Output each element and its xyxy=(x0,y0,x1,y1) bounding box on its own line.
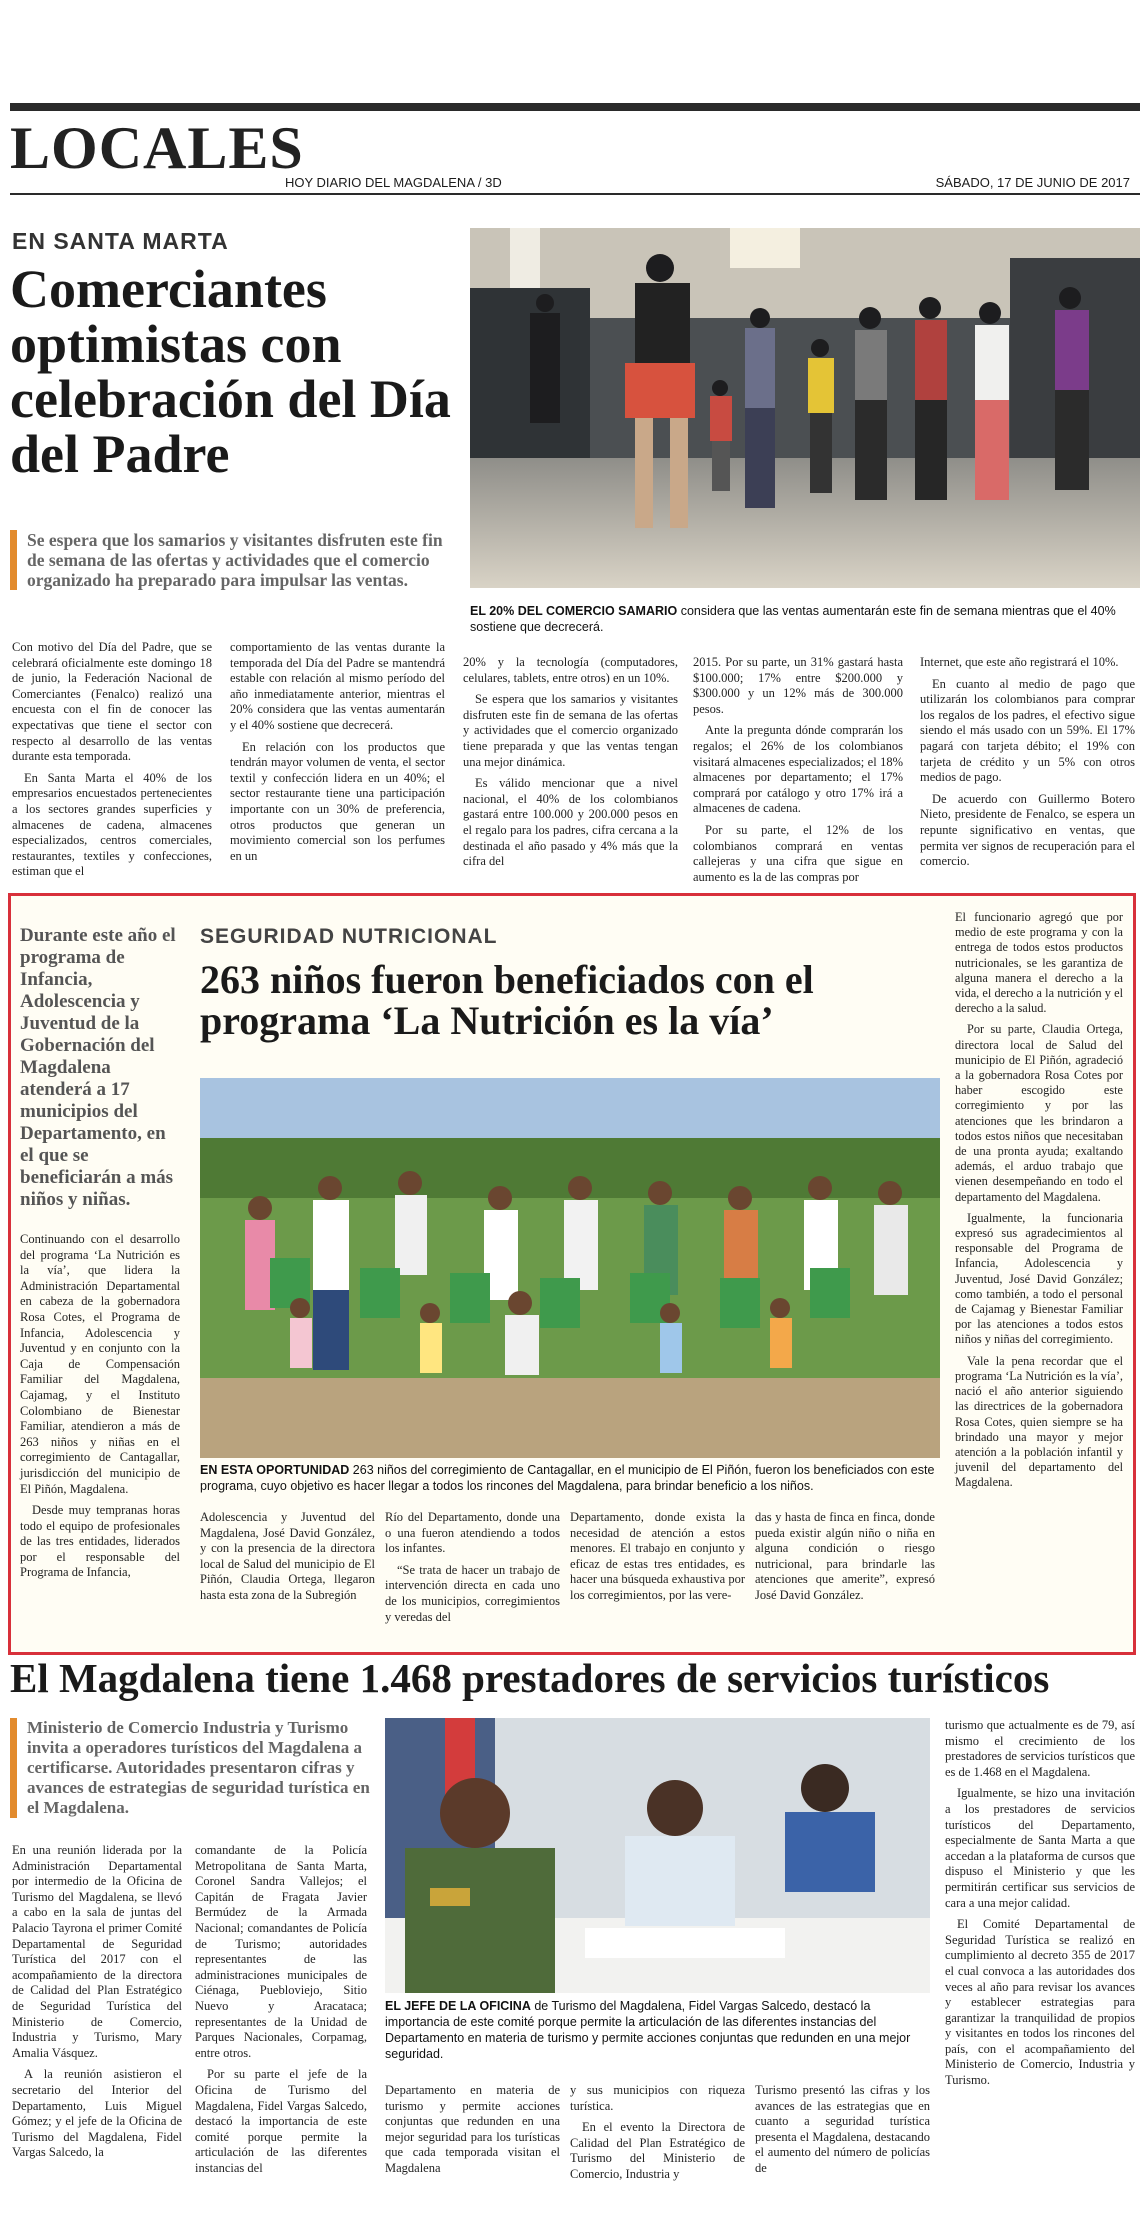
story2-caption-bold: EN ESTA OPORTUNIDAD xyxy=(200,1463,350,1477)
story2-headline: 263 niños fueron beneficiados con el programa ‘La Nutrición es la vía’ xyxy=(200,957,814,1043)
story1-caption-text: considera que las ventas aumentarán este fin de semana mientras que el 40% sostiene que decrecerá. xyxy=(470,604,1116,634)
masthead-bottom-rule xyxy=(10,193,1140,195)
story2-left-paragraph: Desde muy tempranas horas todo el equipo de profesionales de las tres entidades, liderados por el responsable del Programa de Infancia, xyxy=(20,1503,180,1580)
story2-bottom-paragraph: Departamento, donde exista la necesidad de atención a estos menores. El trabajo en conjunto y eficaz de estas tres entidades, es hacer una búsqueda exhaustiva por los corregimientos, por las vere- xyxy=(570,1510,745,1602)
story2-caption-text: 263 niños del corregimiento de Cantagallar, en el municipio de El Piñón, fueron los beneficiados con este programa, cuyo objetivo es hacer llegar a todos los rincones del Magdalena, para brindar beneficio a los niños. xyxy=(200,1463,935,1493)
story2-photo xyxy=(200,1078,940,1458)
story3-bottom-paragraph: En el evento la Directora de Calidad del Plan Estratégico de Turismo del Ministerio de Comercio, Industria y xyxy=(570,2120,745,2181)
children-group-photo xyxy=(200,1078,940,1458)
story3-photo xyxy=(385,1718,930,1993)
story1-col2-paragraph: En relación con los productos que tendrán mayor volumen de venta, el sector textil y confección lidera en un 40%; el sector restaurante tiene una participación importante con un 30% de preferencia, otros productos que generan un movimiento comercial son los perfumes en un xyxy=(230,739,445,863)
story1-col4-paragraph: Ante la pregunta dónde comprarán los regalos; el 26% de los colombianos visitará almacenes especializados; el 18% almacenes por departamento; el 17% comprará por catálogo y otro 17% irá a almacenes de cadena. xyxy=(693,723,903,816)
story1-col1-paragraph: Con motivo del Día del Padre, que se celebrará oficialmente este domingo 18 de junio, la Federación Nacional de Comerciantes (Fenalco) realizó una encuesta con el fin de conocer las expectativas que tiene el sector con respecto al desarrollo de las ventas durante esta temporada. xyxy=(12,640,212,764)
story3-right-column xyxy=(945,1718,1135,2095)
story2-bottom-paragraph: das y hasta de finca en finca, donde pueda existir algún niño o niña en alguna condición o riesgo nutricional, para brindarle las atenciones que amerite”, expresó José David González. xyxy=(755,1510,935,1602)
story2-left-column xyxy=(20,1232,180,1587)
shopping-mall-photo xyxy=(470,228,1140,588)
story3-col2-paragraph: comandante de la Policía Metropolitana de Santa Marta, Coronel Sandra Vallejos; el Capitán de Fragata Javier Bermúdez de la Armada Nacional; comandantes de Policía de Turismo; autoridades representantes de las administraciones municipales de Ciénaga, Puebloviejo, Sitio Nuevo y Aracataca; representantes de la Unidad de Parques Nacionales, Corpamag, entre otros. xyxy=(195,1843,367,2060)
edition-date: SÁBADO, 17 DE JUNIO DE 2017 xyxy=(935,175,1130,190)
story2-right-paragraph: Por su parte, Claudia Ortega, directora local de Salud del municipio de El Piñón, agradeció a la gobernadora Rosa Cotes por haber escogido este corregimiento y por las atenciones que les brindaron a todos estos niños que necesitaban de una pronta ayuda; exaltando además, el arduo trabajo que vienen desempeñando en todo el departamento del Magdalena. xyxy=(955,1022,1123,1204)
story3-right-paragraph: Igualmente, se hizo una invitación a los prestadores de servicios turísticos del Departamento, especialmente de Santa Marta a que accedan a la plataforma de cursos que dispuso el Ministerio y que les permitirán certificar sus servicios de cara a una mejor calidad. xyxy=(945,1786,1135,1910)
story3-caption-text: de Turismo del Magdalena, Fidel Vargas Salcedo, destacó la importancia de este comité porque permite la articulación de las diferentes instancias del Departamento en materia de turismo y permite acciones conjuntas que redunden en una mejor seguridad. xyxy=(385,1999,911,2061)
story1-col5-paragraph: De acuerdo con Guillermo Botero Nieto, presidente de Fenalco, se espera un repunte significativo en ventas, que permita ver signos de recuperación para el comercio. xyxy=(920,791,1135,869)
story3-headline: El Magdalena tiene 1.468 prestadores de servicios turísticos xyxy=(10,1655,1050,1701)
story2-bottom-column-4 xyxy=(755,1510,935,1610)
story3-bottom-column-3 xyxy=(755,2083,930,2183)
story2-right-column xyxy=(955,910,1123,1497)
story1-caption xyxy=(470,603,1140,635)
story3-right-paragraph: turismo que actualmente es de 79, así mismo el crecimiento de los prestadores de servicios turísticos que es de 1.468 en el Magdalena. xyxy=(945,1718,1135,1779)
story2-bottom-column-1 xyxy=(200,1510,375,1610)
story1-col5-paragraph: Internet, que este año registrará el 10%. xyxy=(920,655,1119,669)
story3-column-2 xyxy=(195,1843,367,2182)
story3-bottom-column-2 xyxy=(570,2083,745,2189)
story3-column-1 xyxy=(12,1843,182,2167)
story3-right-paragraph: El Comité Departamental de Seguridad Turística se realizó en cumplimiento al decreto 355 de 2017 el cual convoca a las autoridades dos veces al año para revisar los avances y establecer estrategias para garantizar la tranquilidad de propios y visitantes en todos los rincones del país, con el acompañamiento del Ministerio de Comercio, Industria y Turismo. xyxy=(945,1917,1135,2088)
story3-lead: Ministerio de Comercio Industria y Turismo invita a operadores turísticos del Magdalena a certificarse. Autoridades presentaron cifras y avances de estrategias de seguridad turística en el Magdalena. xyxy=(27,1718,370,1817)
story3-caption-bold: EL JEFE DE LA OFICINA xyxy=(385,1999,531,2013)
story2-side-lead: Durante este año el programa de Infancia, Adolescencia y Juventud de la Gobernación del Magdalena atenderá a 17 municipios del Departamento, en el que se beneficiarán a más niños y niñas. xyxy=(20,925,176,1210)
paper-name: HOY DIARIO DEL MAGDALENA / 3D xyxy=(285,175,502,190)
story1-lead-box xyxy=(10,530,457,590)
story3-col1-paragraph: A la reunión asistieron el secretario del Interior del Departamento, Luis Miguel Gómez; y el jefe de la Oficina de Turismo del Magdalena, Fidel Vargas Salcedo, la xyxy=(12,2067,182,2160)
story1-column-4 xyxy=(693,655,903,891)
story1-caption-bold: EL 20% DEL COMERCIO SAMARIO xyxy=(470,604,678,618)
story3-bottom-paragraph: y sus municipios con riqueza turística. xyxy=(570,2083,745,2113)
story2-bottom-column-2 xyxy=(385,1510,560,1631)
story2-right-paragraph: Vale la pena recordar que el programa ‘La Nutrición es la vía’, nació el año anterior siguiendo las directrices de la gobernadora Rosa Cotes, quien siempre se ha brindado una mayor y mejor atención a la población infantil y juvenil del departamento del Magdalena. xyxy=(955,1353,1123,1490)
story1-col2-paragraph: comportamiento de las ventas durante la temporada del Día del Padre se mantendrá estable con relación al mismo período del año inmediatamente anterior, mientras el 20% considera que las ventas aumentarán y el 40% sostiene que decrecerá. xyxy=(230,640,445,732)
story1-col3-paragraph: Se espera que los samarios y visitantes disfruten este fin de semana de las ofertas y actividades que el comercio organizado tiene preparada y que las ventas tengan una mejor dinámica. xyxy=(463,692,678,769)
story2-caption xyxy=(200,1462,940,1494)
story1-col4-paragraph: Por su parte, el 12% de los colombianos comprará en ventas callejeras y una cifra que sigue en aumento es la de las compras por xyxy=(693,822,903,884)
story1-column-2 xyxy=(230,640,445,870)
story1-column-3 xyxy=(463,655,678,876)
story2-right-paragraph: El funcionario agregó que por medio de este programa y con la entrega de todos estos productos nutricionales, se les garantiza de alguna manera el derecho a la vida, el derecho a la nutrición y el derecho a la salud. xyxy=(955,910,1123,1016)
story1-col4-paragraph: 2015. Por su parte, un 31% gastará hasta $100.000; 17% entre $200.000 y $300.000 y un 12% más de 300.000 pesos. xyxy=(693,655,903,716)
story1-col1-paragraph: En Santa Marta el 40% de los empresarios encuestados pertenecientes a los sectores grandes superficies y almacenes de cadena, almacenes especializados, centros comerciales, restaurantes, textiles y confecciones, estiman que el xyxy=(12,770,212,879)
story3-bottom-paragraph: Departamento en materia de turismo y permite acciones conjuntas que redunden en una mejor seguridad para los turísticas que cada temporada visitan el Magdalena xyxy=(385,2083,560,2175)
story3-bottom-column-1 xyxy=(385,2083,560,2183)
story1-col5-paragraph: En cuanto al medio de pago que utilizarán los colombianos para comprar los regalos de los padres, el efectivo sigue siendo el más usado con un 59%. El 17% pagará con tarjeta débito; el 19% con tarjeta de crédito y un 5% con otros medios de pago. xyxy=(920,676,1135,785)
story2-bottom-paragraph: “Se trata de hacer un trabajo de intervención directa en cada uno de los municipios, corregimientos y veredas del xyxy=(385,1562,560,1624)
story1-photo xyxy=(470,228,1140,588)
story1-lead: Se espera que los samarios y visitantes disfruten este fin de semana de las ofertas y actividades que el comercio organizado ha preparado para impulsar las ventas. xyxy=(27,530,443,590)
story2-left-paragraph: Continuando con el desarrollo del programa ‘La Nutrición es la vía’, que lidera la Administración Departamental en cabeza de la gobernadora Rosa Cotes, el Programa de Infancia, Adolescencia y Juventud y en conjunto con la Caja de Compensación Familiar del Magdalena, Cajamag, y el Instituto Colombiano de Bienestar Familiar, atendieron a más de 263 niños y niñas en el corregimiento de Cantagallar, jurisdicción del municipio de El Piñón, Magdalena. xyxy=(20,1232,180,1496)
story1-kicker: EN SANTA MARTA xyxy=(12,228,229,254)
tourism-meeting-photo xyxy=(385,1718,930,1993)
story3-lead-box xyxy=(10,1718,382,1818)
story1-column-1 xyxy=(12,640,212,886)
story2-bottom-column-3 xyxy=(570,1510,745,1610)
story1-column-5 xyxy=(920,655,1135,876)
story1-col3-paragraph: Es válido mencionar que a nivel nacional, el 40% de los colombianos gastará entre 100.000 y 200.000 pesos en el regalo para los padres, cifra cercana a la destinada el año pasado y 4% más que la cifra del xyxy=(463,776,678,869)
section-title: LOCALES xyxy=(10,115,304,181)
story1-col3-paragraph: 20% y la tecnología (computadores, celulares, tablets, entre otros) en un 10%. xyxy=(463,655,678,685)
story2-bottom-paragraph: Adolescencia y Juventud del Magdalena, José David González, y con la presencia de la directora local de Salud del municipio de El Piñón, Claudia Ortega, llegaron hasta esta zona de la Subregión xyxy=(200,1510,375,1602)
story3-col1-paragraph: En una reunión liderada por la Administración Departamental por intermedio de la Oficina de Turismo del Magdalena, se llevó a cabo en la sala de juntas del Palacio Tayrona el primer Comité Departamental de Seguridad Turística del 2017 con el acompañamiento de la directora de Calidad del Plan Estratégico de Seguridad Turística del Ministerio de Comercio, Industria y Turismo, Mary Amalia Vásquez. xyxy=(12,1843,182,2060)
story2-kicker: SEGURIDAD NUTRICIONAL xyxy=(200,925,498,948)
masthead-top-rule xyxy=(10,103,1140,111)
story3-bottom-paragraph: Turismo presentó las cifras y los avances de las estrategias que en cuanto a seguridad turística presenta el Magdalena, destacando el aumento del número de policías de xyxy=(755,2083,930,2175)
story2-bottom-paragraph: Río del Departamento, donde una o una fueron atendiendo a todos los infantes. xyxy=(385,1510,560,1556)
story3-caption xyxy=(385,1998,930,2062)
story1-headline: Comerciantes optimistas con celebración del Día del Padre xyxy=(10,259,451,485)
story2-right-paragraph: Igualmente, la funcionaria expresó sus agradecimientos al responsable del Programa de Infancia, Adolescencia y Juventud, José David González; como también, a todo el personal de Cajamag y Bienestar Familiar por las atenciones a todos estos niños y niñas del corregimiento. xyxy=(955,1210,1123,1347)
story3-col2-paragraph: Por su parte el jefe de la Oficina de Turismo del Magdalena, Fidel Vargas Salcedo, destacó la importancia de este comité porque permite la articulación de las diferentes instancias del xyxy=(195,2067,367,2175)
